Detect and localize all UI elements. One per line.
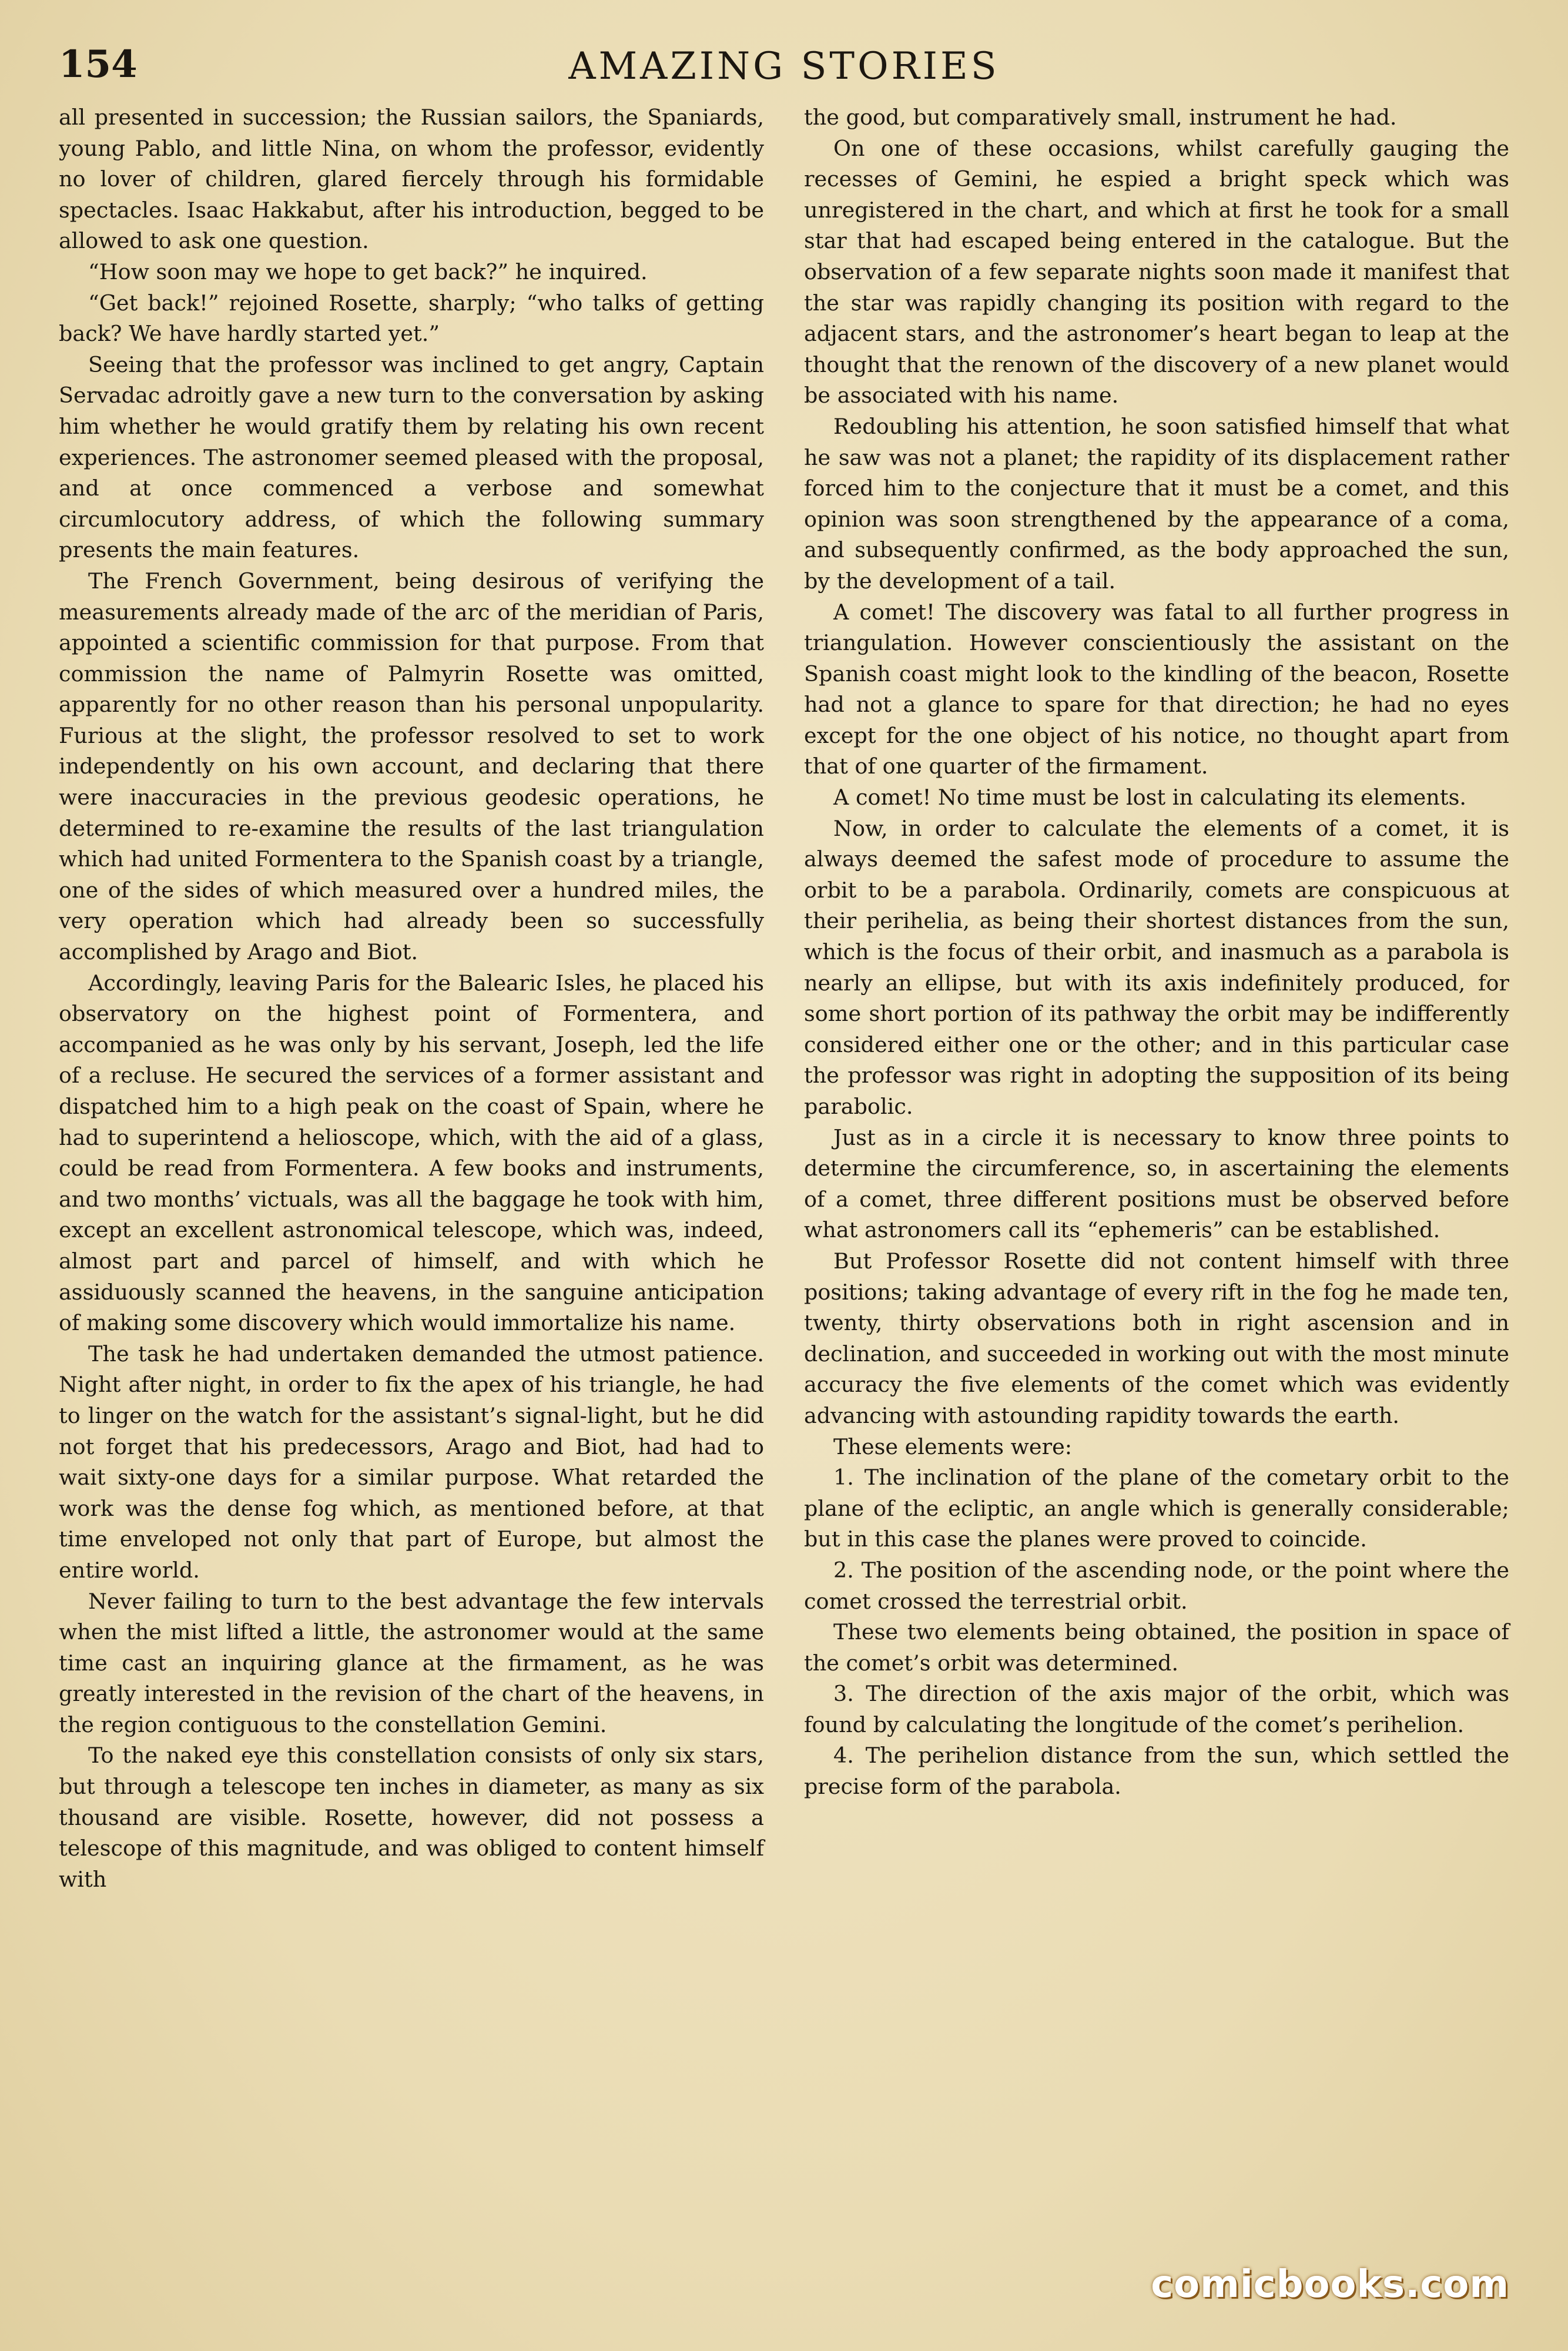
- paragraph: But Professor Rosette did not content himself with three positions; taking advantage of every rift in the fog he made ten, twenty, thirty observations both in right ascension and in declination, and succeeded in working out with the most minute accuracy the five elements of the comet which was evidently advancing with astounding rapidity towards the earth.: [804, 1248, 1509, 1428]
- paragraph: A comet! No time must be lost in calculating its elements.: [833, 785, 1466, 811]
- paragraph: The task he had undertaken demanded the utmost patience. Night after night, in order to fix the apex of his triangle, he had to linger on the watch for the assistant’s signal-light, but he did not forget that his predecessors, Arago and Biot, had had to wait sixty-one days for a similar purpose. What retarded the work was the dense fog which, as mentioned before, at that time enveloped not only that part of Europe, but almost the entire world.: [59, 1341, 764, 1583]
- page-number: 154: [59, 42, 138, 86]
- paragraph: A comet! The discovery was fatal to all further progress in triangulation. However conscientiously the assistant on the Spanish coast might look to the kindling of the beacon, Rosette had not a glance to spare for that direction; he had no eyes except for the one object of his notice, no thought apart from that of one quarter of the firmament.: [804, 599, 1509, 779]
- list-item: 2. The position of the ascending node, or the point where the comet crossed the terrestrial orbit.: [804, 1557, 1509, 1614]
- paragraph: On one of these occasions, whilst carefully gauging the recesses of Gemini, he espied a bright speck which was unregistered in the chart, and which at first he took for a small star that had escaped being entered in the catalogue. But the observation of a few separate nights soon made it manifest that the star was rapidly changing its position with regard to the adjacent stars, and the astronomer’s heart began to leap at the thought that the renown of the discovery of a new planet would be associated with his name.: [804, 135, 1509, 408]
- paragraph: Redoubling his attention, he soon satisfied himself that what he saw was not a planet; the rapidity of its displacement rather forced him to the conjecture that it must be a comet, and this opinion was soon strengthened by the appearance of a coma, and subsequently confirmed, as the body approached the sun, by the development of a tail.: [804, 413, 1509, 594]
- list-item: 4. The perihelion distance from the sun, which settled the precise form of the parabola.: [804, 1743, 1509, 1800]
- paragraph: “Get back!” rejoined Rosette, sharply; “who talks of getting back? We have hardly started yet.”: [59, 290, 764, 347]
- paragraph: To the naked eye this constellation consists of only six stars, but through a telescope ten inches in diameter, as many as six thousand are visible. Rosette, however, did not possess a telescope of this magnitude, and was obliged to content himself with: [59, 1743, 764, 1892]
- paragraph: The French Government, being desirous of verifying the measurements already made of the arc of the meridian of Paris, appointed a scientific commission for that purpose. From that commission the name of Palmyrin Rosette was omitted, apparently for no other reason than his personal unpopularity. Furious at the slight, the professor resolved to set to work independently on his own account, and declaring that there were inaccuracies in the previous geodesic operations, he determined to re-examine the results of the last triangulation which had united Formentera to the Spanish coast by a triangle, one of the sides of which measured over a hundred miles, the very operation which had already been so successfully accomplished by Arago and Biot.: [59, 568, 764, 965]
- paragraph: These elements were:: [833, 1434, 1073, 1459]
- paragraph: Seeing that the professor was inclined to get angry, Captain Servadac adroitly gave a new turn to the conversation by asking him whether he would gratify them by relating his own recent experiences. The astronomer seemed pleased with the proposal, and at once commenced a verbose and somewhat circumlocutory address, of which the following summary presents the main features.: [59, 351, 764, 563]
- right-column: [804, 102, 1509, 1803]
- paragraph: “How soon may we hope to get back?” he inquired.: [88, 259, 648, 284]
- list-item: 1. The inclination of the plane of the cometary orbit to the plane of the ecliptic, an angle which is generally considerable; but in this case the planes were proved to coincide.: [804, 1465, 1509, 1552]
- paragraph: the good, but comparatively small, instrument he had.: [804, 105, 1397, 130]
- site-watermark: comicbooks.com: [1151, 2263, 1509, 2306]
- paragraph: all presented in succession; the Russian sailors, the Spaniards, young Pablo, and little Nina, on whom the professor, evidently no lover of children, glared fiercely through his formidable spectacles. Isaac Hakkabut, after his introduction, begged to be allowed to ask one question.: [59, 105, 764, 254]
- paragraph: Now, in order to calculate the elements of a comet, it is always deemed the safest mode of procedure to assume the orbit to be a parabola. Ordinarily, comets are conspicuous at their perihelia, as being their shortest distances from the sun, which is the focus of their orbit, and inasmuch as a parabola is nearly an ellipse, but with its axis indefinitely produced, for some short portion of its pathway the orbit may be indifferently considered either one or the other; and in this particular case the professor was right in adopting the supposition of its being parabolic.: [804, 815, 1509, 1119]
- paragraph: Just as in a circle it is necessary to know three points to determine the circumference, so, in ascertaining the elements of a comet, three different positions must be observed before what astronomers call its “ephemeris” can be established.: [804, 1124, 1509, 1243]
- magazine-title: AMAZING STORIES: [568, 45, 1000, 88]
- left-column: [59, 102, 764, 1895]
- paragraph: Never failing to turn to the best advantage the few intervals when the mist lifted a little, the astronomer would at the same time cast an inquiring glance at the firmament, as he was greatly interested in the revision of the chart of the heavens, in the region contiguous to the constellation Gemini.: [59, 1588, 764, 1737]
- list-item: 3. The direction of the axis major of the orbit, which was found by calculating the longitude of the comet’s perihelion.: [804, 1681, 1509, 1737]
- paragraph: These two elements being obtained, the position in space of the comet’s orbit was determined.: [804, 1619, 1509, 1676]
- paragraph: Accordingly, leaving Paris for the Balearic Isles, he placed his observatory on the highest point of Formentera, and accompanied as he was only by his servant, Joseph, led the life of a recluse. He secured the services of a former assistant and dispatched him to a high peak on the coast of Spain, where he had to superintend a helioscope, which, with the aid of a glass, could be read from Formentera. A few books and instruments, and two months’ victuals, was all the baggage he took with him, except an excellent astronomical telescope, which was, indeed, almost part and parcel of himself, and with which he assiduously scanned the heavens, in the sanguine anticipation of making some discovery which would immortalize his name.: [59, 970, 764, 1336]
- page-header: [0, 42, 1568, 101]
